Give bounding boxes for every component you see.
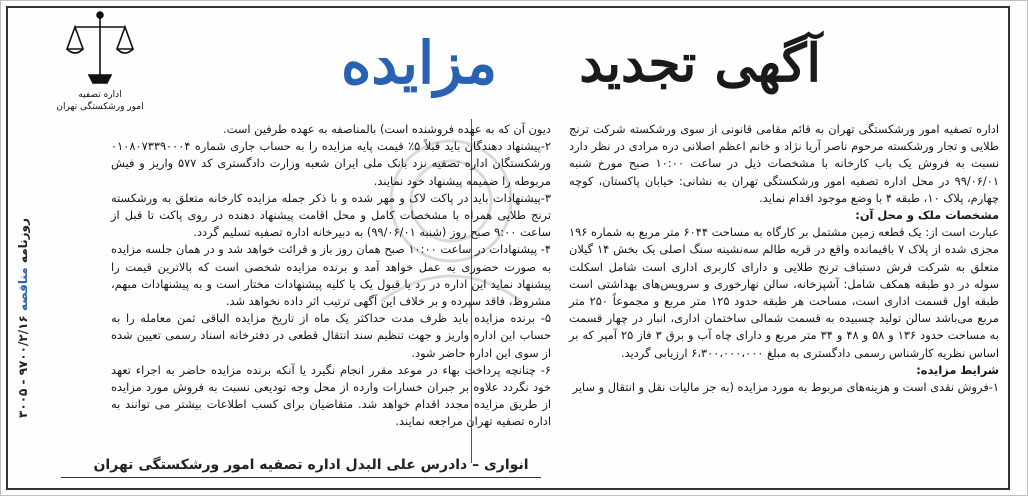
condition-3: ۳-پیشنهادات باید در پاکت لاک و مهر شده و با ذکر جمله مزایده کارخانه متعلق به ورشکسته ترنج طلایی همراه با مشخصات کامل و محل اقامت پیشنهاد دهنده در روی پاکت تا قبل از ساعت ۹:۰۰ صبح روز (شنبه ۹۹/۰۶/۰۱) به دبیرخانه اداره تصفیه تسلیم گردد.	[111, 190, 551, 240]
condition-1-end: دیون آن که به عهده فروشنده است) بالمناصفه به عهده طرفین است.	[223, 122, 551, 136]
section-heading-property: مشخصات ملک و محل آن:	[855, 208, 999, 223]
emblem-label-line2: امور ورشکستگی تهران	[56, 102, 144, 112]
side-brand-accent: مناقصه	[16, 267, 30, 312]
side-brand: روزنامه	[16, 218, 30, 264]
footer-rule	[61, 477, 541, 478]
newspaper-side-label	[13, 161, 35, 481]
notice-column-right	[569, 121, 999, 396]
condition-4: ۴- پیشنهادات در ساعت ۱۰:۰۰ صبح همان روز باز و قرائت خواهد شد و در همان جلسه مزایده به صورت حضوری به عمل خواهد آمد و برنده مزایده شخصی است که بالاترین قیمت را پیشنهاد نماید این اداره در رد یا قبول یک یا کلیه پیشنهادات مختار است و به پیشنهادات مبهم، مشروط، فاقد سپرده و بر خلاف این آگهی ترتیب اثر داده نخواهد شد.	[111, 242, 551, 309]
organization-emblem	[35, 9, 165, 129]
intro-paragraph: اداره تصفیه امور ورشکستگی تهران به قائم مقامی قانونی از سوی ورشکسته شرکت ترنج طلایی و تجار ورشکسته مرحوم ناصر آریا نژاد و خانم اعظم اصلانی دره مرادی در نظر دارد نسبت به فروش یک باب کارخانه با مشخصات ذیل در ساعت ۱۰:۰۰ صبح مورخ شنبه ۹۹/۰۶/۰۱ در محل اداره تصفیه امور ورشکستگی تهران به نشانی: خیابان پاکستان، کوچه چهارم، پلاک ۱۰، طبقه ۴ با وضع موجود اقدام نماید.	[569, 122, 999, 205]
heading-primary: آگهی تجدید	[579, 33, 821, 94]
notice-column-left	[111, 121, 551, 431]
emblem-label-line1: اداره تصفیه	[78, 90, 122, 100]
signature-footer: انواری – دادرس علی البدل اداره تصفیه امور ورشکستگی تهران	[93, 457, 529, 473]
condition-6: ۶- چنانچه پرداخت بهاء در موعد مقرر انجام نگیرد یا آنکه برنده مزایده حاضر به اجراء تعهد خود نگردد علاوه بر جبران خسارات وارده از محل وجه تودیعی نسبت به فروش مورد مزایده از طریق مزایده مجدد اقدام خواهد شد. متقاضیان برای کسب اطلاعات بیشتر می توانند به اداره تصفیه تهران مراجعه نمایند.	[111, 362, 551, 429]
side-label-text	[16, 168, 30, 468]
property-description: عبارت است از: یک قطعه زمین مشتمل بر کارگاه به مساحت ۶۰۴۴ متر مربع به شماره ۱۹۶ مجزی شده از پلاک ۷ باقیمانده واقع در قریه طالم سه‌نشینه سنگ اصلی یک بخش ۱۴ گیلان متعلق به شرکت فرش دستباف ترنج طلایی و دارای کاربری اداری است شامل اسکلت سوله در دو طبقه همکف شامل: آشپزخانه، سالن نهارخوری و سرویس‌های بهداشتی است طبقه اول قسمت اداری است، مساحت هر طبقه حدود ۱۲۵ متر مربع و مجموعاً ۲۵۰ متر مربع می‌باشد سالن تولید چسبیده به قسمت شمالی ساختمان اداری، انبار در چهار قسمت به مساحت حدود ۱۳۶ و ۵۸ و ۴۸ و ۳۴ متر مربع و دارای چاه آب و برق ۳ فاز ۲۵ آمپر که بر اساس نظریه کارشناس رسمی دادگستری به مبلغ ۶،۳۰۰،۰۰۰،۰۰۰ ارزیابی گردید.	[569, 225, 999, 360]
notice-heading	[301, 19, 821, 109]
condition-1-start: ۱-فروش نقدی است و هزینه‌های مربوط به مورد مزایده (به جز مالیات نقل و انتقال و سایر	[572, 380, 999, 395]
side-issue-info: ۹۷۰۰/۲/۱۶ - ۳۰۰۵	[16, 315, 30, 418]
condition-5: ۵- برنده مزایده باید ظرف مدت حداکثر یک ماه از تاریخ مزایده الباقی ثمن معامله را به حساب این اداره واریز و جهت تنظیم سند انتقال قطعی در دفترخانه اسناد رسمی تعیین شده از سوی این اداره حاضر شود.	[111, 311, 551, 360]
heading-accent: مزایده	[341, 29, 498, 97]
condition-2: ۲-پیشنهاد دهندگان باید قبلاً ۵٪ قیمت پایه مزایده را به حساب جاری شماره ۰۱۰۸۰۷۳۳۹۰۰۰۴ ورشکستگان اداره تصفیه نزد بانک ملی ایران شعبه وزارت دادگستری کد ۵۷۷ واریز و فیش مربوطه را ضمیمه پیشنهاد خود نمایند.	[111, 139, 551, 188]
scales-of-justice-icon	[65, 9, 135, 89]
section-heading-conditions: شرایط مزایده:	[916, 362, 999, 377]
